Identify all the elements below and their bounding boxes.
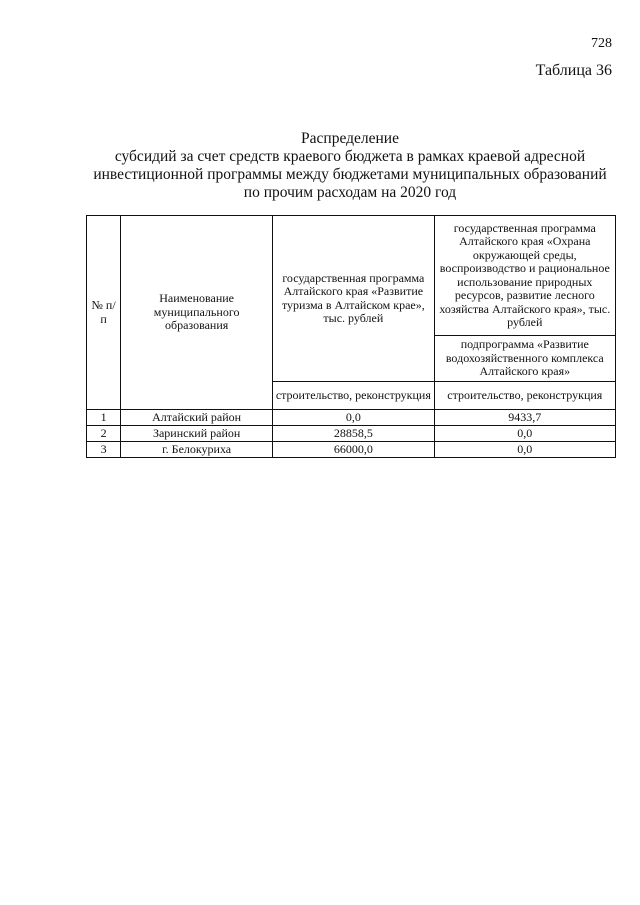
row-value-tourism: 66000,0 bbox=[273, 442, 434, 458]
table-row bbox=[87, 410, 616, 426]
heading-line-4: по прочим расходам на 2020 год bbox=[243, 184, 457, 201]
heading-line-2: субсидий за счет средств краевого бюджета в рамках краевой адресной bbox=[114, 148, 586, 165]
header-subprogram: подпрограмма «Развитие водохозяйственного комплекса Алтайского края» bbox=[434, 336, 615, 382]
row-value-tourism: 28858,5 bbox=[273, 426, 434, 442]
row-value-environment: 0,0 bbox=[434, 426, 615, 442]
table-label: Таблица 36 bbox=[535, 62, 612, 79]
header-num: № п/п bbox=[87, 216, 121, 410]
header-name: Наименование муниципального образования bbox=[121, 216, 273, 410]
subheader-construction-1: строительство, реконструкция bbox=[273, 382, 434, 410]
row-value-tourism: 0,0 bbox=[273, 410, 434, 426]
table-row bbox=[87, 442, 616, 458]
heading-title: Распределение bbox=[301, 130, 399, 147]
row-num: 2 bbox=[87, 426, 121, 442]
subheader-construction-2: строительство, реконструкция bbox=[434, 382, 615, 410]
subsidy-table bbox=[86, 215, 616, 458]
table-row bbox=[87, 426, 616, 442]
header-program-tourism: государственная программа Алтайского края «Развитие туризма в Алтайском крае», тыс. рублей bbox=[273, 216, 434, 382]
row-name: Заринский район bbox=[121, 426, 273, 442]
document-heading bbox=[0, 130, 640, 202]
row-name: г. Белокуриха bbox=[121, 442, 273, 458]
row-value-environment: 0,0 bbox=[434, 442, 615, 458]
row-name: Алтайский район bbox=[121, 410, 273, 426]
row-num: 3 bbox=[87, 442, 121, 458]
heading-line-3: инвестиционной программы между бюджетами муниципальных образований bbox=[93, 166, 607, 183]
header-program-environment: государственная программа Алтайского края «Охрана окружающей среды, воспроизводство и рациональное использование природных ресурсов, развитие лесного хозяйства Алтайского края», тыс. рублей bbox=[434, 216, 615, 336]
page-number: 728 bbox=[591, 36, 612, 51]
row-value-environment: 9433,7 bbox=[434, 410, 615, 426]
row-num: 1 bbox=[87, 410, 121, 426]
